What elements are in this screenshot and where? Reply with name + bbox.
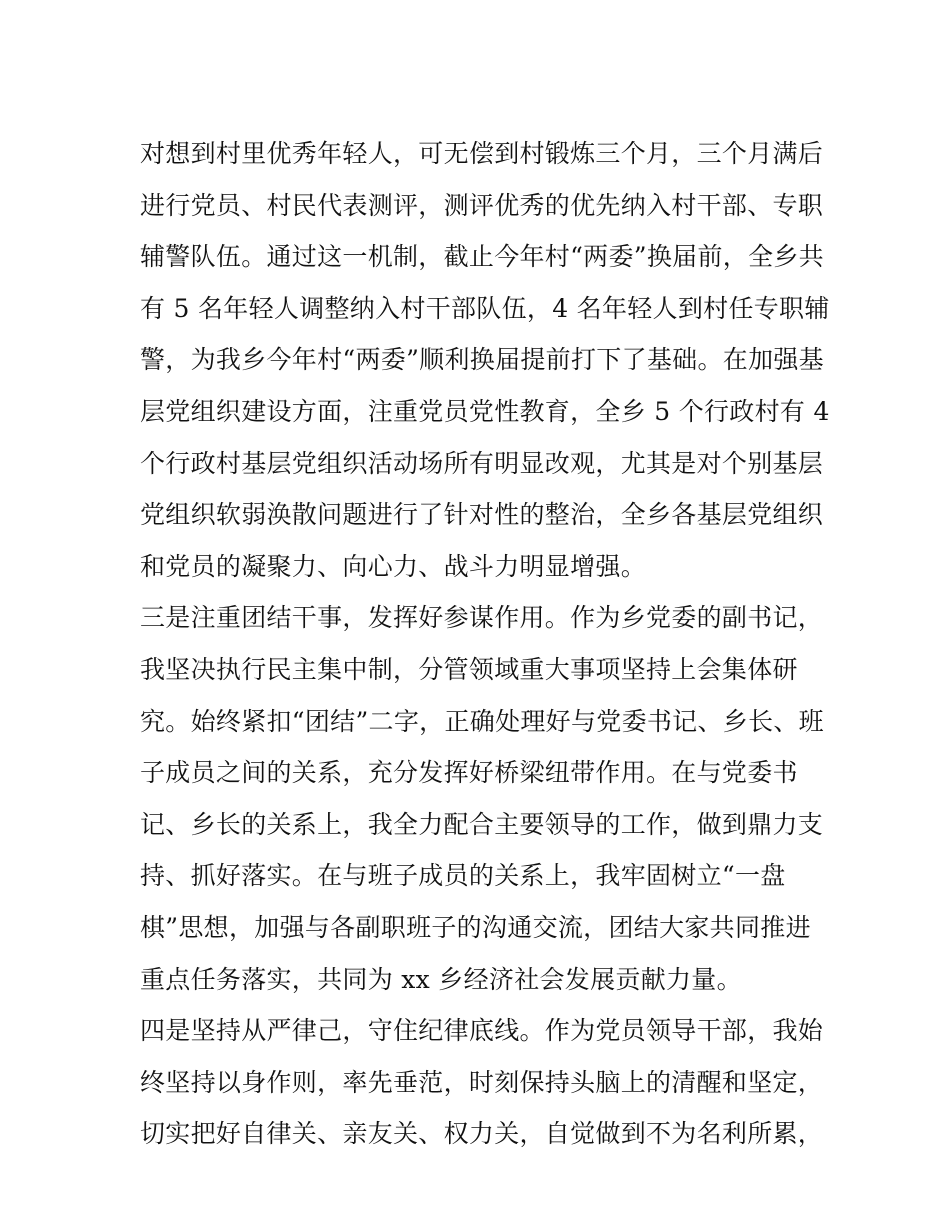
text-line: 三是注重团结干事，发挥好参谋作用。作为乡党委的副书记， — [140, 603, 824, 633]
document-body — [140, 128, 830, 1160]
text-line: 对想到村里优秀年轻人，可无偿到村锻炼三个月，三个月满后 — [140, 139, 824, 168]
text-line: 记、乡长的关系上，我全力配合主要领导的工作，做到鼎力支 — [140, 809, 824, 839]
text-line: 终坚持以身作则，率先垂范，时刻保持头脑上的清醒和坚定， — [140, 1067, 824, 1097]
text-line: 警，为我乡今年村“两委”顺利换届提前打下了基础。在加强基 — [140, 345, 824, 375]
text-line: 切实把好自律关、亲友关、权力关，自觉做到不为名利所累， — [140, 1119, 824, 1149]
text-line: 究。始终紧扣“团结”二字，正确处理好与党委书记、乡长、班 — [140, 706, 824, 736]
text-line: 棋”思想，加强与各副职班子的沟通交流，团结大家共同推进 — [140, 912, 811, 942]
text-line: 个行政村基层党组织活动场所有明显改观，尤其是对个别基层 — [140, 448, 824, 478]
text-line: 辅警队伍。通过这一机制，截止今年村“两委”换届前，全乡共 — [140, 242, 824, 272]
text-line: 有 5 名年轻人调整纳入村干部队伍，4 名年轻人到村任专职辅 — [140, 293, 830, 323]
text-line: 重点任务落实，共同为 xx 乡经济社会发展贡献力量。 — [140, 964, 742, 994]
text-line: 我坚决执行民主集中制，分管领域重大事项坚持上会集体研 — [140, 654, 798, 684]
text-line: 子成员之间的关系，充分发挥好桥梁纽带作用。在与党委书 — [140, 758, 798, 788]
text-line: 和党员的凝聚力、向心力、战斗力明显增强。 — [140, 551, 647, 581]
text-line: 进行党员、村民代表测评，测评优秀的优先纳入村干部、专职 — [140, 190, 824, 220]
text-line: 层党组织建设方面，注重党员党性教育，全乡 5 个行政村有 4 — [140, 396, 830, 426]
text-line: 持、抓好落实。在与班子成员的关系上，我牢固树立“一盘 — [140, 861, 786, 891]
text-line: 党组织软弱涣散问题进行了针对性的整治，全乡各基层党组织 — [140, 500, 824, 530]
text-line: 四是坚持从严律己，守住纪律底线。作为党员领导干部，我始 — [140, 1016, 824, 1046]
